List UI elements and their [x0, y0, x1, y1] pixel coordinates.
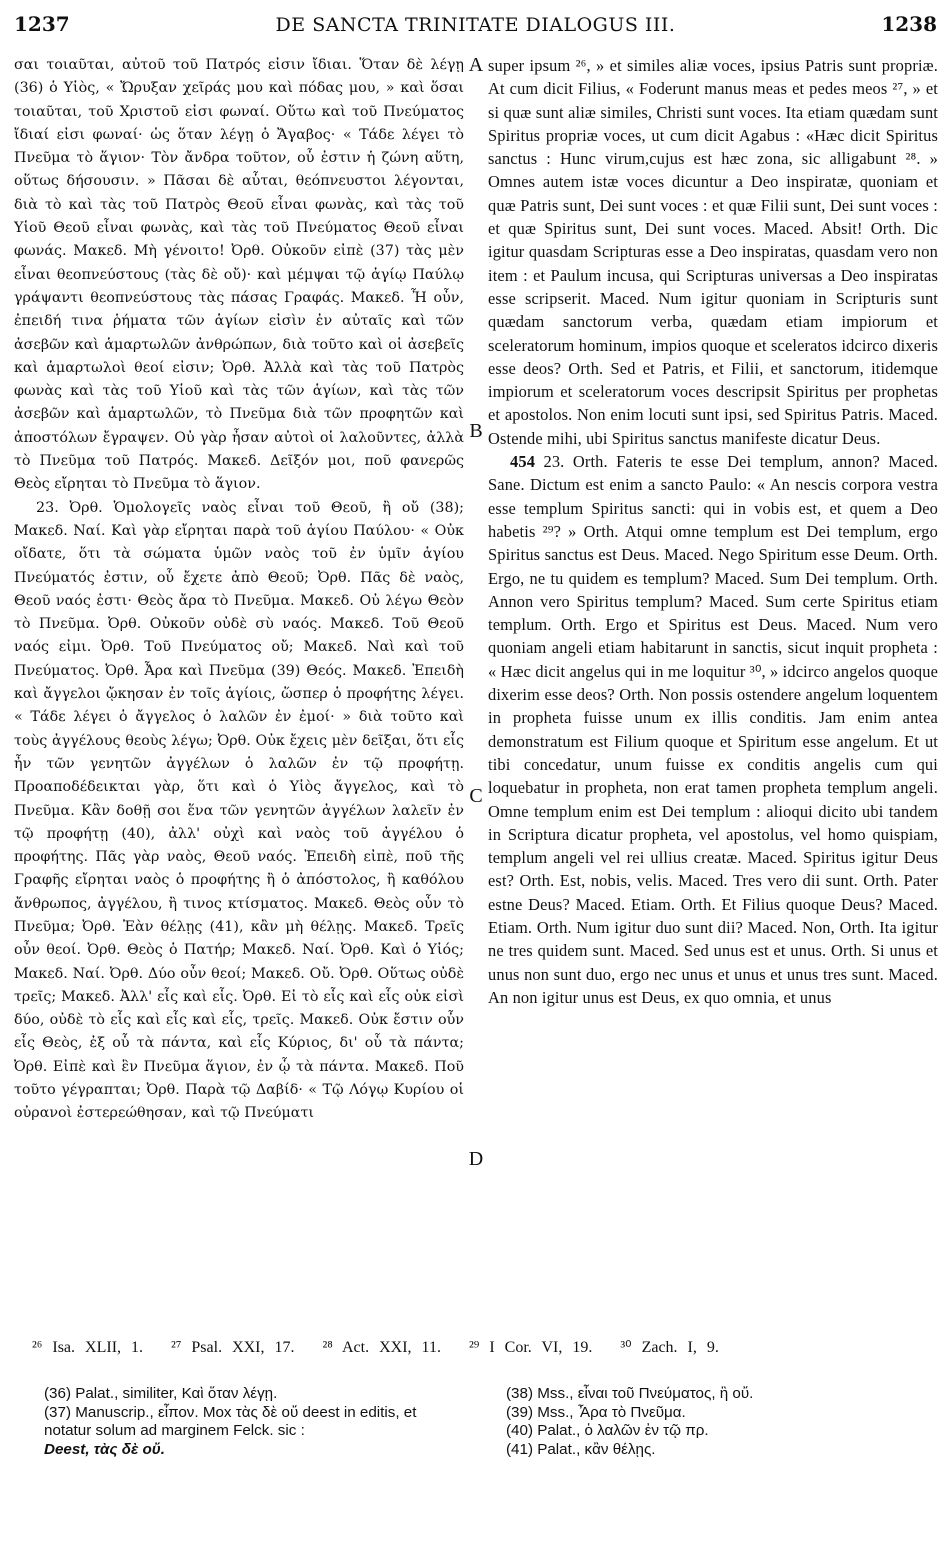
greek-paragraph-1: σαι τοιαῦται, αὐτοῦ τοῦ Πατρός εἰσιν ἴδιαι. Ὅταν δὲ λέγῃ (36) ὁ Υἱὸς, « Ὤρυξαν χεῖράς μου καὶ πόδας μου, » καὶ ὅσαι τοιαῦται, τοῦ Χριστοῦ εἰσι φωναί. Οὕτω καὶ τοῦ Πνεύματος ἴδιαί εἰσι φωναί· ὡς ὅταν λέγῃ ὁ Ἄγαβος· « Τάδε λέγει τὸ Πνεῦμα τὸ ἅγιον· Τὸν ἄνδρα τοῦτον, οὗ ἐστιν ἡ ζώνη αὕτη, οὕτως δήσουσιν. » Πᾶσαι δὲ αὗται, θεόπνευστοι λέγονται, διὰ τὸ καὶ τὰς τοῦ Πατρὸς Θεοῦ εἶναι φωνὰς, καὶ τὰς τοῦ Υἱοῦ Θεοῦ εἶναι φωνὰς, καὶ τὰς τοῦ Πνεύματος Θεοῦ εἶναι φωνάς. Μακεδ. Μὴ γένοιτο! Ὀρθ. Οὐκοῦν εἰπὲ (37) τὰς μὲν εἶναι θεοπνεύστους (τὰς δὲ οὔ)· καὶ μέμψαι τῷ ἁγίῳ Παύλῳ γράψαντι θεοπνεύστους τὰς πάσας Γραφάς. Μακεδ. Ἦ οὖν, ἐπειδή τινα ῥήματα τῶν ἁγίων εἰσὶν ἐν αὐταῖς καὶ τῶν ἀσεβῶν καὶ ἁμαρτωλῶν ἀνθρώπων, διὰ τοῦτο καὶ οἱ ἀσεβεῖς καὶ ἁμαρτωλοὶ θεοί εἰσιν; Ὀρθ. Ἀλλὰ καὶ τὰς τοῦ Πατρὸς φωνὰς καὶ τὰς τοῦ Υἱοῦ καὶ τὰς τῶν ἁγίων, καὶ τὰς τῶν ἀσεβῶν καὶ ἁμαρτωλῶν, τὸ Πνεῦμα διὰ τῶν προφητῶν καὶ ἀποστόλων ἔγραψεν. Οὐ γὰρ ἦσαν αὐτοὶ οἱ λαλοῦντες, ἀλλὰ τὸ Πνεῦμα τοῦ Πατρός. Μακεδ. Δεῖξόν μοι, ποῦ φανερῶς Θεὸς εἴρηται τὸ Πνεῦμα τὸ ἅγιον.	[14, 57, 464, 493]
critical-notes-left	[44, 1385, 464, 1459]
footnote-26: ²⁶ Isa. XLII, 1.	[32, 1339, 144, 1356]
page-number-left: 1237	[14, 12, 70, 36]
note-37-continued: Deest, τὰς δὲ οὔ.	[44, 1440, 165, 1458]
margin-marker-c: C	[469, 785, 483, 807]
greek-paragraph-2: 23. Ὀρθ. Ὁμολογεῖς ναὸς εἶναι τοῦ Θεοῦ, ἢ οὔ (38); Μακεδ. Ναί. Καὶ γὰρ εἴρηται παρὰ τοῦ ἁγίου Παύλου· « Οὐκ οἴδατε, ὅτι τὰ σώματα ὑμῶν ναὸς τοῦ ἐν ὑμῖν ἁγίου Πνεύματός ἐστιν, οὗ ἔχετε ἀπὸ Θεοῦ; Ὀρθ. Πᾶς δὲ ναὸς, Θεοῦ ναός ἐστι· Θεὸς ἄρα τὸ Πνεῦμα. Μακεδ. Οὐ λέγω Θεὸν τὸ Πνεῦμα. Ὀρθ. Οὐκοῦν οὐδὲ σὺ ναός. Μακεδ. Τοῦ Θεοῦ ναός εἰμι. Ὀρθ. Τοῦ Πνεύματος οὔ; Μακεδ. Ναὶ καὶ τοῦ Πνεύματος. Ὀρθ. Ἆρα καὶ Πνεῦμα (39) Θεός. Μακεδ. Ἐπειδὴ καὶ ἄγγελοι ᾤκησαν ἐν τοῖς ἁγίοις, ὥσπερ ὁ προφήτης λέγει. « Τάδε λέγει ὁ ἄγγελος ὁ λαλῶν ἐν ἐμοί· » διὰ τοῦτο καὶ τοὺς ἀγγέλους θεοὺς λέγω; Ὀρθ. Οὐκ ἔχεις μὲν δεῖξαι, ὅτι εἷς ἦν τῶν γενητῶν ἀγγέλων ὁ λαλῶν ἐν τῷ προφήτῃ. Προαποδέδεικται γὰρ, ὅτι καὶ ὁ Υἱὸς ἄγγελος, καὶ τὸ Πνεῦμα. Κἂν δοθῇ σοι ἕνα τῶν γενητῶν ἀγγέλων λαλεῖν ἐν τῷ προφήτῃ (40), ἀλλ' οὐχὶ καὶ ναὸς τοῦ ἀγγέλου ὁ προφήτης. Πᾶς γὰρ ναὸς, Θεοῦ ναός. Ἐπειδὴ εἰπὲ, ποῦ τῆς Γραφῆς εἴρηται ναὸς ὁ προφήτης ἢ ὁ ἀπόστολος, ἢ καθόλου ἄνθρωπος, ἀγγέλου, ἢ τινος κτίσματος. Μακεδ. Θεὸς οὖν τὸ Πνεῦμα; Ὀρθ. Ἐὰν θέλῃς (41), κἂν μὴ θέλῃς. Μακεδ. Τρεῖς οὖν θεοί. Ὀρθ. Θεὸς ὁ Πατήρ; Μακεδ. Ναί. Ὀρθ. Καὶ ὁ Υἱός; Μακεδ. Ναί. Ὀρθ. Δύο οὖν θεοί; Μακεδ. Οὔ. Ὀρθ. Οὕτως οὐδὲ τρεῖς; Μακεδ. Ἀλλ' εἷς καὶ εἷς. Ὀρθ. Εἰ τὸ εἷς καὶ εἷς οὐκ εἰσὶ δύο, οὐδὲ τὸ εἷς καὶ εἷς καὶ εἷς, τρεῖς. Μακεδ. Οὐκ ἔστιν οὖν εἷς Θεὸς, ἐξ οὗ τὰ πάντα, καὶ εἷς Κύριος, δι' οὗ τὰ πάντα; Ὀρθ. Εἰπὲ καὶ ἓν Πνεῦμα ἅγιον, ἐν ᾧ τὰ πάντα. Μακεδ. Ποῦ τοῦτο γέγραπται; Ὀρθ. Παρὰ τῷ Δαβίδ· « Τῷ Λόγῳ Κυρίου οἱ οὐρανοὶ ἐστερεώθησαν, καὶ τῷ Πνεύματι	[14, 499, 464, 1122]
page-header	[14, 12, 937, 46]
footnote-29: ²⁹ I Cor. VI, 19.	[468, 1339, 593, 1356]
note-36: (36) Palat., similiter, Καὶ ὅταν λέγῃ.	[44, 1385, 278, 1402]
critical-notes-right	[506, 1385, 926, 1459]
latin-column	[488, 54, 938, 1009]
greek-column	[14, 54, 464, 1126]
column-number: 454	[510, 452, 536, 472]
running-title: DE SANCTA TRINITATE DIALOGUS III.	[275, 14, 676, 36]
page-number-right: 1238	[881, 12, 937, 36]
note-39: (39) Mss., Ἆρα τὸ Πνεῦμα.	[506, 1403, 686, 1421]
note-40: (40) Palat., ὁ λαλῶν ἐν τῷ πρ.	[506, 1422, 709, 1439]
margin-marker-b: B	[469, 420, 483, 442]
footnote-30: ³⁰ Zach. I, 9.	[620, 1339, 719, 1356]
scripture-footnotes	[32, 1337, 937, 1357]
latin-paragraph-1: super ipsum ²⁶, » et similes aliæ voces, ipsius Patris sunt propriæ. At cum dicit Filius, « Foderunt manus meas et pedes meos ²⁷, » et si quæ sunt aliæ similes, Christi sunt voces. Ita etiam quædam sunt Spiritus propriæ voces, ut cum dicit Agabus : «Hæc dicit Spiritus sanctus : Hunc virum,cujus est hæc zona, sic alligabunt ²⁸. » Omnes autem istæ voces dicuntur a Deo inspiratæ, quoniam et quæ Patris sunt, Dei sunt voces : et quæ Filii sunt, Dei sunt voces : et quæ Spiritus sunt, Dei sunt voces. Maced. Absit! Orth. Dic igitur quasdam Scripturas esse a Deo inspiratas, quasdam vero non item : et Paulum incusa, qui Scripturas universas a Deo inspiratas esse scripserit. Maced. Num igitur quoniam in Scripturis sunt quædam sanctorum verba, quædam etiam impiorum et sceleratorum hominum, impios quoque et sceleratos idcirco dixeris esse deos? Orth. Sed et Patris, et Filii, et sanctorum, itidemque impiorum et sceleratorum voces descripsit Spiritus per prophetas et apostolos. Non enim locuti sunt ipsi, sed Spiritus Patris. Maced. Ostende mihi, ubi Spiritus sanctus manifeste dicatur Deus.	[488, 56, 938, 448]
latin-paragraph-2: 23. Orth. Fateris te esse Dei templum, annon? Maced. Sane. Dictum est enim a sancto Paulo: « An nescis corpora vestra esse templum Spiritus sancti: qui in vobis est, et quem a Deo habetis ²⁹? » Orth. Atqui omne templum est Dei templum, ergo Spiritus sanctus est Deus. Maced. Nego Spiritum esse Deum. Orth. Ergo, ne tu quidem es templum? Maced. Sum Dei templum. Orth. Annon vero Spiritus templum? Maced. Sum certe Spiritus etiam templum. Orth. Ergo et Spiritus est Deus. Maced. Num vero quoniam angeli etiam habitarunt in sanctis, sicut inquit propheta : « Hæc dicit angelus qui in me loquitur ³⁰, » idcirco angelos quoque dixerim esse deos? Orth. Non possis ostendere angelum loquentem in propheta fuisse unum ex illis conditis. Jam enim antea demonstratum est Filium quoque et Spiritum esse angelum. Et ut tibi concedatur, unum fuisse ex conditis angelis cum qui loquebatur in propheta, non erat tamen propheta templum angeli. Omne templum enim est Dei templum : alioqui dicito ubi tandem in Scriptura dicatur propheta, vel apostolus, vel homo quispiam, templum angeli vel rei ullius creatæ. Maced. Spiritus igitur Deus est? Orth. Est, nobis, velis. Maced. Tres vero dii sunt. Orth. Pater estne Deus? Maced. Etiam. Orth. Et Filius quoque Deus? Maced. Etiam. Orth. Num igitur duo sunt dii? Maced. Non, Orth. Ita igitur ne tres quidem sunt. Maced. Sed unus est et unus. Orth. Si unus et unus non sunt duo, ergo nec unus et unus et unus tres sunt. Maced. An non igitur unus est Deus, ex quo omnia, et unus	[488, 452, 938, 1007]
margin-marker-d: D	[468, 1148, 484, 1170]
latin-paragraph-2-wrapper	[488, 450, 938, 1009]
note-41: (41) Palat., κἂν θέλῃς.	[506, 1440, 656, 1458]
note-38: (38) Mss., εἶναι τοῦ Πνεύματος, ἢ οὔ.	[506, 1385, 754, 1402]
margin-marker-a: A	[468, 54, 484, 76]
note-37: (37) Manuscrip., εἶπον. Mox τὰς δὲ οὔ deest in editis, et notatur solum ad marginem Felck. sic :	[44, 1403, 417, 1439]
footnote-28: ²⁸ Act. XXI, 11.	[322, 1339, 441, 1356]
footnote-27: ²⁷ Psal. XXI, 17.	[171, 1339, 295, 1356]
